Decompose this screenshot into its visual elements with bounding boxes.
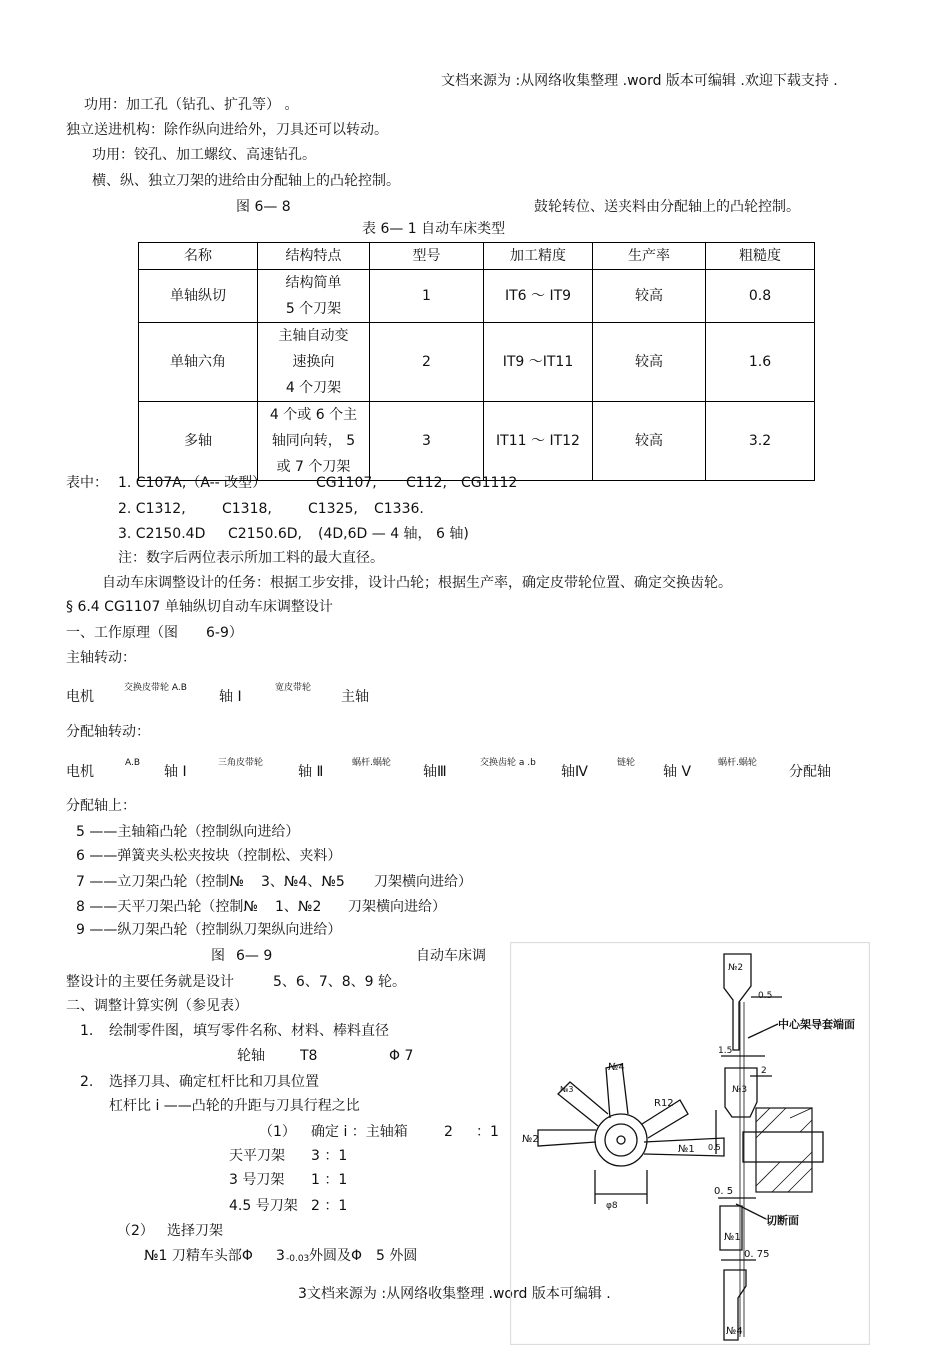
section-heading: § 6.4 CG1107 单轴纵切自动车床调整设计 xyxy=(66,599,333,615)
table-cell: 较高 xyxy=(593,323,706,402)
table-row xyxy=(139,323,815,402)
section-heading: 一、工作原理（图 xyxy=(66,625,178,641)
chain-node: 轴Ⅳ xyxy=(561,764,588,780)
text-line: 确定 i ：主轴箱 xyxy=(311,1124,408,1140)
text-line: №1 刀精车头部Φ xyxy=(144,1248,253,1264)
note-text: C1325, xyxy=(308,501,358,517)
text-line: （1） xyxy=(259,1124,296,1140)
cam-item: 3、№4、№5 xyxy=(261,874,345,890)
chain-node: 轴 Ⅴ xyxy=(663,764,692,780)
subheading: 主轴转动： xyxy=(66,650,136,666)
text-line: Φ 7 xyxy=(389,1048,414,1064)
table-cell: 单轴纵切 xyxy=(139,270,258,323)
fig-label: №4 xyxy=(608,1062,625,1073)
text-line: 外圆及Φ xyxy=(309,1248,363,1264)
fig-label: №4 xyxy=(726,1326,743,1337)
fig-label: №3 xyxy=(560,1085,574,1094)
table-cell: 较高 xyxy=(593,270,706,323)
chain-link-label: 蜗杆.蜗轮 xyxy=(718,758,757,768)
text-line: 杠杆比 i ——凸轮的升距与刀具行程之比 xyxy=(109,1098,360,1114)
page-header: 文档来源为 :从网络收集整理 .word 版本可编辑 .欢迎下载支持 . xyxy=(441,73,838,89)
fig-label: 0. 5 xyxy=(714,1186,734,1197)
chain-node: 分配轴 xyxy=(789,764,831,780)
note-text: 2. C1312, xyxy=(118,501,186,517)
text-line: 2 xyxy=(444,1124,453,1140)
note-text: 3. C2150.4D xyxy=(118,526,206,542)
table-cell: 1.6 xyxy=(706,323,815,402)
table-header: 型号 xyxy=(370,243,484,270)
list-number: 1. xyxy=(80,1023,94,1039)
chain-link-label: 链轮 xyxy=(617,758,636,768)
fig-label: №1 xyxy=(678,1144,695,1155)
text-line: 3 ：1 xyxy=(311,1148,348,1164)
text-line: 4.5 号刀架 xyxy=(229,1198,298,1214)
chain-link-label: 蜗杆.蜗轮 xyxy=(352,758,391,768)
text-line: 功用：加工孔（钻孔、扩孔等） 。 xyxy=(84,97,299,113)
table-cell: 多轴 xyxy=(139,402,258,481)
table-cell: 0.8 xyxy=(706,270,815,323)
section-heading: 二、调整计算实例（参见表） xyxy=(66,998,248,1014)
table-cell: IT11 ～ IT12 xyxy=(484,402,593,481)
text-line: 选择刀具、确定杠杆比和刀具位置 xyxy=(109,1074,319,1090)
note-text: CG1112 xyxy=(461,475,518,491)
lathe-type-table xyxy=(138,242,815,481)
fig-label: R12 xyxy=(654,1098,674,1109)
chain-node: 轴 Ⅰ xyxy=(164,764,187,780)
fig-label: 0.5 xyxy=(708,1143,721,1152)
chain-node: 轴Ⅲ xyxy=(423,764,447,780)
fig-label: 切断面 xyxy=(766,1214,799,1227)
fig-label: №2 xyxy=(728,963,744,973)
text-line: 天平刀架 xyxy=(229,1148,285,1164)
figure-ref: 6— 9 xyxy=(236,948,273,964)
subheading: 分配轴转动： xyxy=(66,724,150,740)
text-line: 功用：铰孔、加工螺纹、高速钻孔。 xyxy=(92,147,316,163)
chain-node: 电机 xyxy=(66,764,94,780)
note-text: (4D,6D — 4 轴， 6 轴) xyxy=(318,526,469,542)
text-line: 鼓轮转位、送夹料由分配轴上的凸轮控制。 xyxy=(534,199,800,215)
cam-item: 8 ——天平刀架凸轮（控制№ xyxy=(76,899,258,915)
fig-label: №1 xyxy=(724,1232,741,1243)
fig-label: 0.5 xyxy=(758,991,773,1001)
note-text: C1318, xyxy=(222,501,272,517)
text-line: ：1 xyxy=(476,1124,499,1140)
table-header: 名称 xyxy=(139,243,258,270)
table-cell: 较高 xyxy=(593,402,706,481)
text-line: 1 ：1 xyxy=(311,1172,348,1188)
text-line: 选择刀架 xyxy=(167,1223,223,1239)
text-line: 5 外圆 xyxy=(376,1248,418,1264)
subheading: 分配轴上： xyxy=(66,798,136,814)
text-line: 轮轴 xyxy=(237,1048,265,1064)
text-line: 独立送进机构：除作纵向进给外，刀具还可以转动。 xyxy=(66,122,388,138)
table-title: 表 6— 1 自动车床类型 xyxy=(362,221,506,237)
table-cell: IT9 ～IT11 xyxy=(484,323,593,402)
chain-node: 轴 Ⅱ xyxy=(298,764,324,780)
cam-item: 6 ——弹簧夹头松夹按块（控制松、夹料） xyxy=(76,848,342,864)
cam-item: 5 ——主轴箱凸轮（控制纵向进给） xyxy=(76,824,300,840)
table-cell: 3.2 xyxy=(706,402,815,481)
table-cell: IT6 ～ IT9 xyxy=(484,270,593,323)
tool-layout-figure xyxy=(510,942,870,1345)
fig-label: 1.5 xyxy=(718,1046,733,1056)
chain-node: 主轴 xyxy=(341,689,369,705)
text-line: 整设计的主要任务就是设计 xyxy=(66,974,234,990)
fig-label: №3 xyxy=(732,1085,748,1095)
chain-link-label: 交换齿轮 a .b xyxy=(480,758,536,768)
table-cell: 2 xyxy=(370,323,484,402)
cam-item: 1、№2 xyxy=(275,899,322,915)
table-row xyxy=(139,270,815,323)
list-number: 2. xyxy=(80,1074,94,1090)
note-text: CG1107, xyxy=(316,475,377,491)
note-text: 1. C107A,（A-- 改型） xyxy=(118,475,267,491)
chain-link-label: 三角皮带轮 xyxy=(218,758,264,768)
fig-label: 中心架导套端面 xyxy=(778,1018,855,1031)
table-cell: 主轴自动变 速换向 4 个刀架 xyxy=(258,323,370,402)
fig-label: 2 xyxy=(761,1066,767,1076)
note-label: 表中： xyxy=(66,475,108,491)
cam-item: 9 ——纵刀架凸轮（控制纵刀架纵向进给） xyxy=(76,922,342,938)
note-text: 自动车床调整设计的任务：根据工步安排，设计凸轮；根据生产率，确定皮带轮位置、确定交换齿轮。 xyxy=(102,575,732,591)
page-footer: 3文档来源为 :从网络收集整理 .word 版本可编辑 . xyxy=(298,1286,611,1302)
text-line: 2 ：1 xyxy=(311,1198,348,1214)
fig-label: 0. 75 xyxy=(744,1249,770,1260)
text-line: 5、6、7、8、9 轮。 xyxy=(273,974,406,990)
text-line: 横、纵、独立刀架的进给由分配轴上的凸轮控制。 xyxy=(92,173,400,189)
note-text: C112, xyxy=(406,475,447,491)
chain-node: 电机 xyxy=(66,689,94,705)
table-cell: 3 xyxy=(370,402,484,481)
chain-link-label: 交换皮带轮 A.B xyxy=(124,683,187,693)
figure-ref: 图 6— 8 xyxy=(236,199,291,215)
text-line: 自动车床调 xyxy=(416,948,486,964)
chain-link-label: A.B xyxy=(125,758,141,768)
table-cell: 单轴六角 xyxy=(139,323,258,402)
chain-link-label: 宽皮带轮 xyxy=(275,683,312,693)
text-line: 3 xyxy=(276,1248,285,1264)
figure-ref: 图 xyxy=(211,948,225,964)
cam-item: 刀架横向进给） xyxy=(374,874,472,890)
note-text: C2150.6D, xyxy=(228,526,302,542)
table-header: 粗糙度 xyxy=(706,243,815,270)
note-text: 注：数字后两位表示所加工料的最大直径。 xyxy=(118,550,384,566)
text-line: 绘制零件图，填写零件名称、材料、棒料直径 xyxy=(109,1023,389,1039)
table-header: 加工精度 xyxy=(484,243,593,270)
table-cell: 4 个或 6 个主 轴同向转， 5 或 7 个刀架 xyxy=(258,402,370,481)
note-text: C1336. xyxy=(374,501,424,517)
table-cell: 结构简单 5 个刀架 xyxy=(258,270,370,323)
table-header: 结构特点 xyxy=(258,243,370,270)
text-line: （2） xyxy=(117,1223,154,1239)
section-heading: 6-9） xyxy=(206,625,243,641)
fig-label: φ8 xyxy=(606,1201,618,1211)
table-header: 生产率 xyxy=(593,243,706,270)
table-cell: 1 xyxy=(370,270,484,323)
table-row xyxy=(139,402,815,481)
chain-node: 轴 Ⅰ xyxy=(219,689,242,705)
cam-item: 7 ——立刀架凸轮（控制№ xyxy=(76,874,244,890)
cam-item: 刀架横向进给） xyxy=(348,899,446,915)
text-line: 3 号刀架 xyxy=(229,1172,285,1188)
fig-label: №2 xyxy=(522,1134,539,1145)
text-line: T8 xyxy=(300,1048,318,1064)
tolerance-subscript: -0.03 xyxy=(286,1254,310,1264)
